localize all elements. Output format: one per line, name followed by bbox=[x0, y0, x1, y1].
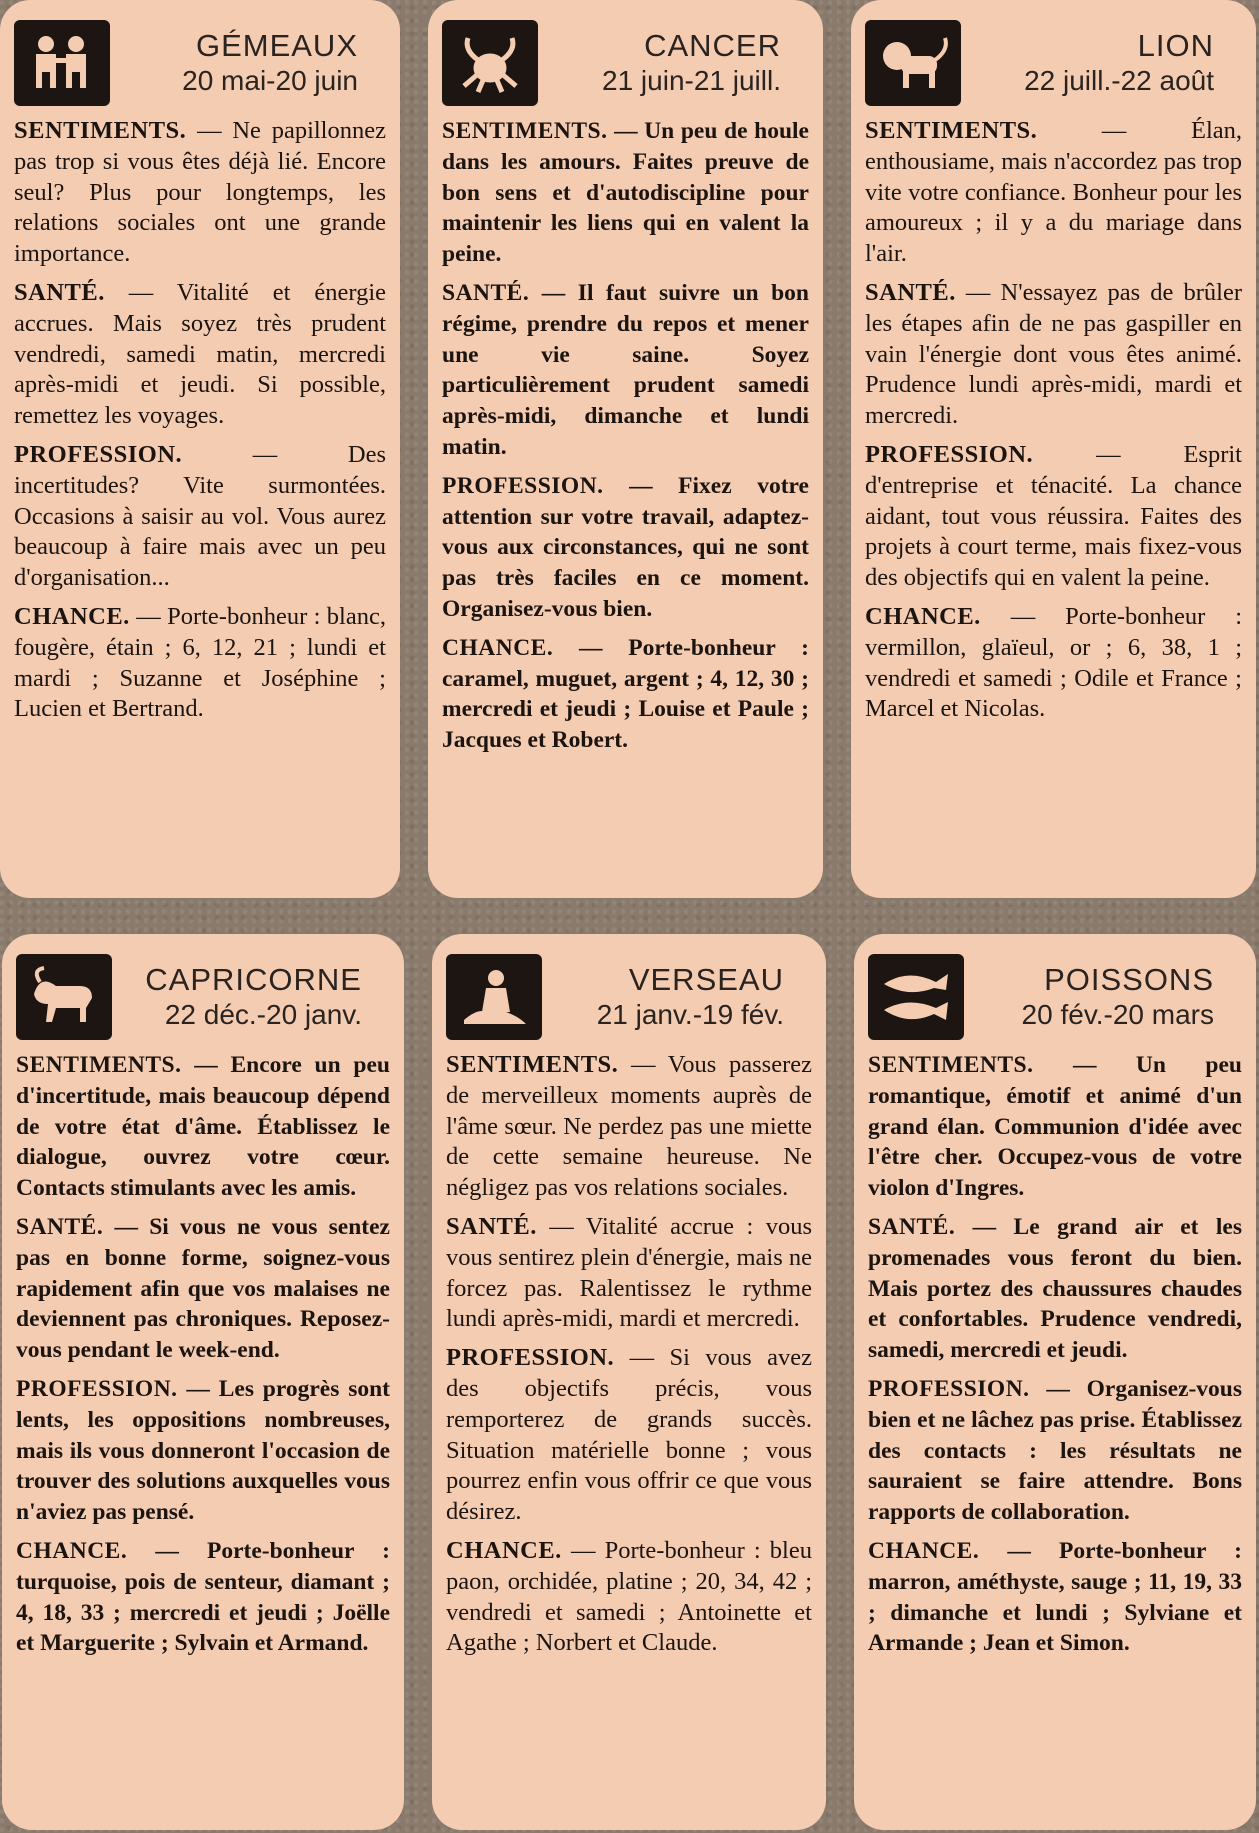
sign-dates: 20 fév.-20 mars bbox=[1021, 999, 1214, 1030]
card-header bbox=[865, 14, 1242, 112]
sante-section: SANTÉ. — Vitalité et énergie accrues. Mais soyez très prudent vendredi, samedi matin, mercredi après-midi et jeudi. Si possible, remettez les voyages. bbox=[14, 278, 387, 430]
sentiments-section: SENTIMENTS. — Encore un peu d'incertitude, mais beaucoup dépend de votre état d'âme. Établissez le dialogue, ouvrez votre cœur. Contacts stimulants avec les amis. bbox=[16, 1052, 390, 1202]
profession-section: PROFESSION. — Esprit d'entreprise et ténacité. La chance aidant, tout vous réussira. Faites des projets à court terme, mais fixez-vous des objectifs qui en valent la peine. bbox=[865, 440, 1242, 592]
sign-dates: 21 juin-21 juill. bbox=[602, 65, 781, 96]
sign-dates: 22 déc.-20 janv. bbox=[164, 999, 362, 1030]
sentiments-section: SENTIMENTS. — Ne papillonnez pas trop si vous êtes déjà lié. Encore seul? Plus pour longtemps, les relations sociales ont une grande importance. bbox=[14, 117, 386, 268]
sign-name: POISSONS bbox=[1044, 962, 1214, 997]
card-verseau bbox=[432, 934, 826, 1830]
card-header bbox=[446, 948, 812, 1046]
sante-section: SANTÉ. — Il faut suivre un bon régime, prendre du repos et mener une vie saine. Soyez particulièrement prudent samedi après-midi, dimanche et lundi matin. bbox=[442, 279, 810, 460]
card-cancer bbox=[428, 0, 823, 898]
sign-dates: 22 juill.-22 août bbox=[1024, 65, 1214, 96]
sentiments-section: SENTIMENTS. — Vous passerez de merveilleux moments auprès de l'âme sœur. Ne perdez pas une miette de cette semaine heureuse. Ne négligez pas vos relations sociales. bbox=[446, 1051, 812, 1202]
sign-name: CAPRICORNE bbox=[145, 962, 362, 997]
card-header bbox=[14, 14, 386, 112]
sentiments-section: SENTIMENTS. — Élan, enthousiame, mais n'accordez pas trop vite votre confiance. Bonheur pour les amoureux ; il y a du mariage dans l'air. bbox=[865, 117, 1242, 268]
profession-section: PROFESSION. — Des incertitudes? Vite surmontées. Occasions à saisir au vol. Vous aurez beaucoup à faire mais avec un peu d'organisation... bbox=[14, 440, 387, 592]
chance-section: CHANCE. — Porte-bonheur : caramel, muguet, argent ; 4, 12, 30 ; mercredi et jeudi ; Louise et Paule ; Jacques et Robert. bbox=[442, 634, 809, 754]
fish-icon bbox=[868, 954, 964, 1040]
sign-name: GÉMEAUX bbox=[195, 28, 358, 63]
sign-name: VERSEAU bbox=[628, 962, 784, 997]
chance-section: CHANCE. — Porte-bonheur : blanc, fougère, étain ; 6, 12, 21 ; lundi et mardi ; Suzanne et Joséphine ; Lucien et Bertrand. bbox=[14, 602, 386, 723]
card-lion bbox=[851, 0, 1256, 898]
profession-section: PROFESSION. — Organisez-vous bien et ne lâchez pas prise. Établissez des contacts : les résultats ne sauraient se faire attendre. Bons rapports de collaboration. bbox=[868, 1375, 1242, 1526]
sante-section: SANTÉ. — Vitalité accrue : vous vous sentirez plein d'énergie, mais ne forcez pas. Ralentissez le rythme lundi après-midi, mardi et mercredi. bbox=[446, 1212, 812, 1333]
sign-name: CANCER bbox=[644, 28, 781, 63]
sante-section: SANTÉ. — Si vous ne vous sentez pas en bonne forme, soignez-vous rapidement afin que vos malaises ne deviennent pas chroniques. Reposez-vous pendant le week-end. bbox=[16, 1213, 390, 1364]
profession-section: PROFESSION. — Fixez votre attention sur votre travail, adaptez-vous aux circonstances, qui ne sont pas très faciles en ce moment. Organisez-vous bien. bbox=[442, 472, 809, 622]
sentiments-section: SENTIMENTS. — Un peu romantique, émotif et animé d'un grand élan. Communion d'idée avec l'être cher. Occupez-vous de votre violon d'Ingres. bbox=[868, 1052, 1242, 1202]
sign-dates: 21 janv.-19 fév. bbox=[596, 999, 784, 1030]
profession-section: PROFESSION. — Les progrès sont lents, les oppositions nombreuses, mais ils vous donneront l'occasion de trouver des solutions auxquelles vous n'aviez pas pensé. bbox=[16, 1375, 391, 1526]
card-gemeaux bbox=[0, 0, 400, 898]
sentiments-section: SENTIMENTS. — Un peu de houle dans les amours. Faites preuve de bon sens et d'autodiscipline pour maintenir les liens qui en valent la peine. bbox=[442, 118, 809, 268]
profession-section: PROFESSION. — Si vous avez des objectifs précis, vous remporterez de grands succès. Situation matérielle bonne ; vous pourrez enfin vous offrir ce que vous désirez. bbox=[446, 1344, 813, 1526]
lion-icon bbox=[865, 20, 961, 106]
sante-section: SANTÉ. — Le grand air et les promenades vous feront du bien. Mais portez des chaussures chaudes et confortables. Prudence vendredi, samedi, mercredi et jeudi. bbox=[868, 1213, 1242, 1364]
card-capricorne bbox=[2, 934, 404, 1830]
card-poissons bbox=[854, 934, 1256, 1830]
sign-dates: 20 mai-20 juin bbox=[182, 65, 358, 96]
card-header bbox=[16, 948, 390, 1046]
chance-section: CHANCE. — Porte-bonheur : vermillon, glaïeul, or ; 6, 38, 1 ; vendredi et samedi ; Odile et France ; Marcel et Nicolas. bbox=[865, 602, 1243, 723]
card-header bbox=[442, 14, 809, 112]
gemini-icon bbox=[14, 20, 110, 106]
sign-name: LION bbox=[1137, 28, 1214, 63]
chance-section: CHANCE. — Porte-bonheur : turquoise, pois de senteur, diamant ; 4, 18, 33 ; mercredi et jeudi ; Joëlle et Marguerite ; Sylvain et Armand. bbox=[16, 1537, 390, 1657]
water-bearer-icon bbox=[446, 954, 542, 1040]
chance-section: CHANCE. — Porte-bonheur : marron, améthyste, sauge ; 11, 19, 33 ; dimanche et lundi ; Sylviane et Armande ; Jean et Simon. bbox=[868, 1537, 1242, 1657]
card-header bbox=[868, 948, 1242, 1046]
sante-section: SANTÉ. — N'essayez pas de brûler les étapes afin de ne pas gaspiller en vain l'énergie dont vous êtes animé. Prudence lundi après-midi, mardi et mercredi. bbox=[865, 278, 1242, 430]
goat-icon bbox=[16, 954, 112, 1040]
chance-section: CHANCE. — Porte-bonheur : bleu paon, orchidée, platine ; 20, 34, 42 ; vendredi et samedi ; Antoinette et Agathe ; Norbert et Claude. bbox=[446, 1536, 812, 1657]
crab-icon bbox=[442, 20, 538, 106]
